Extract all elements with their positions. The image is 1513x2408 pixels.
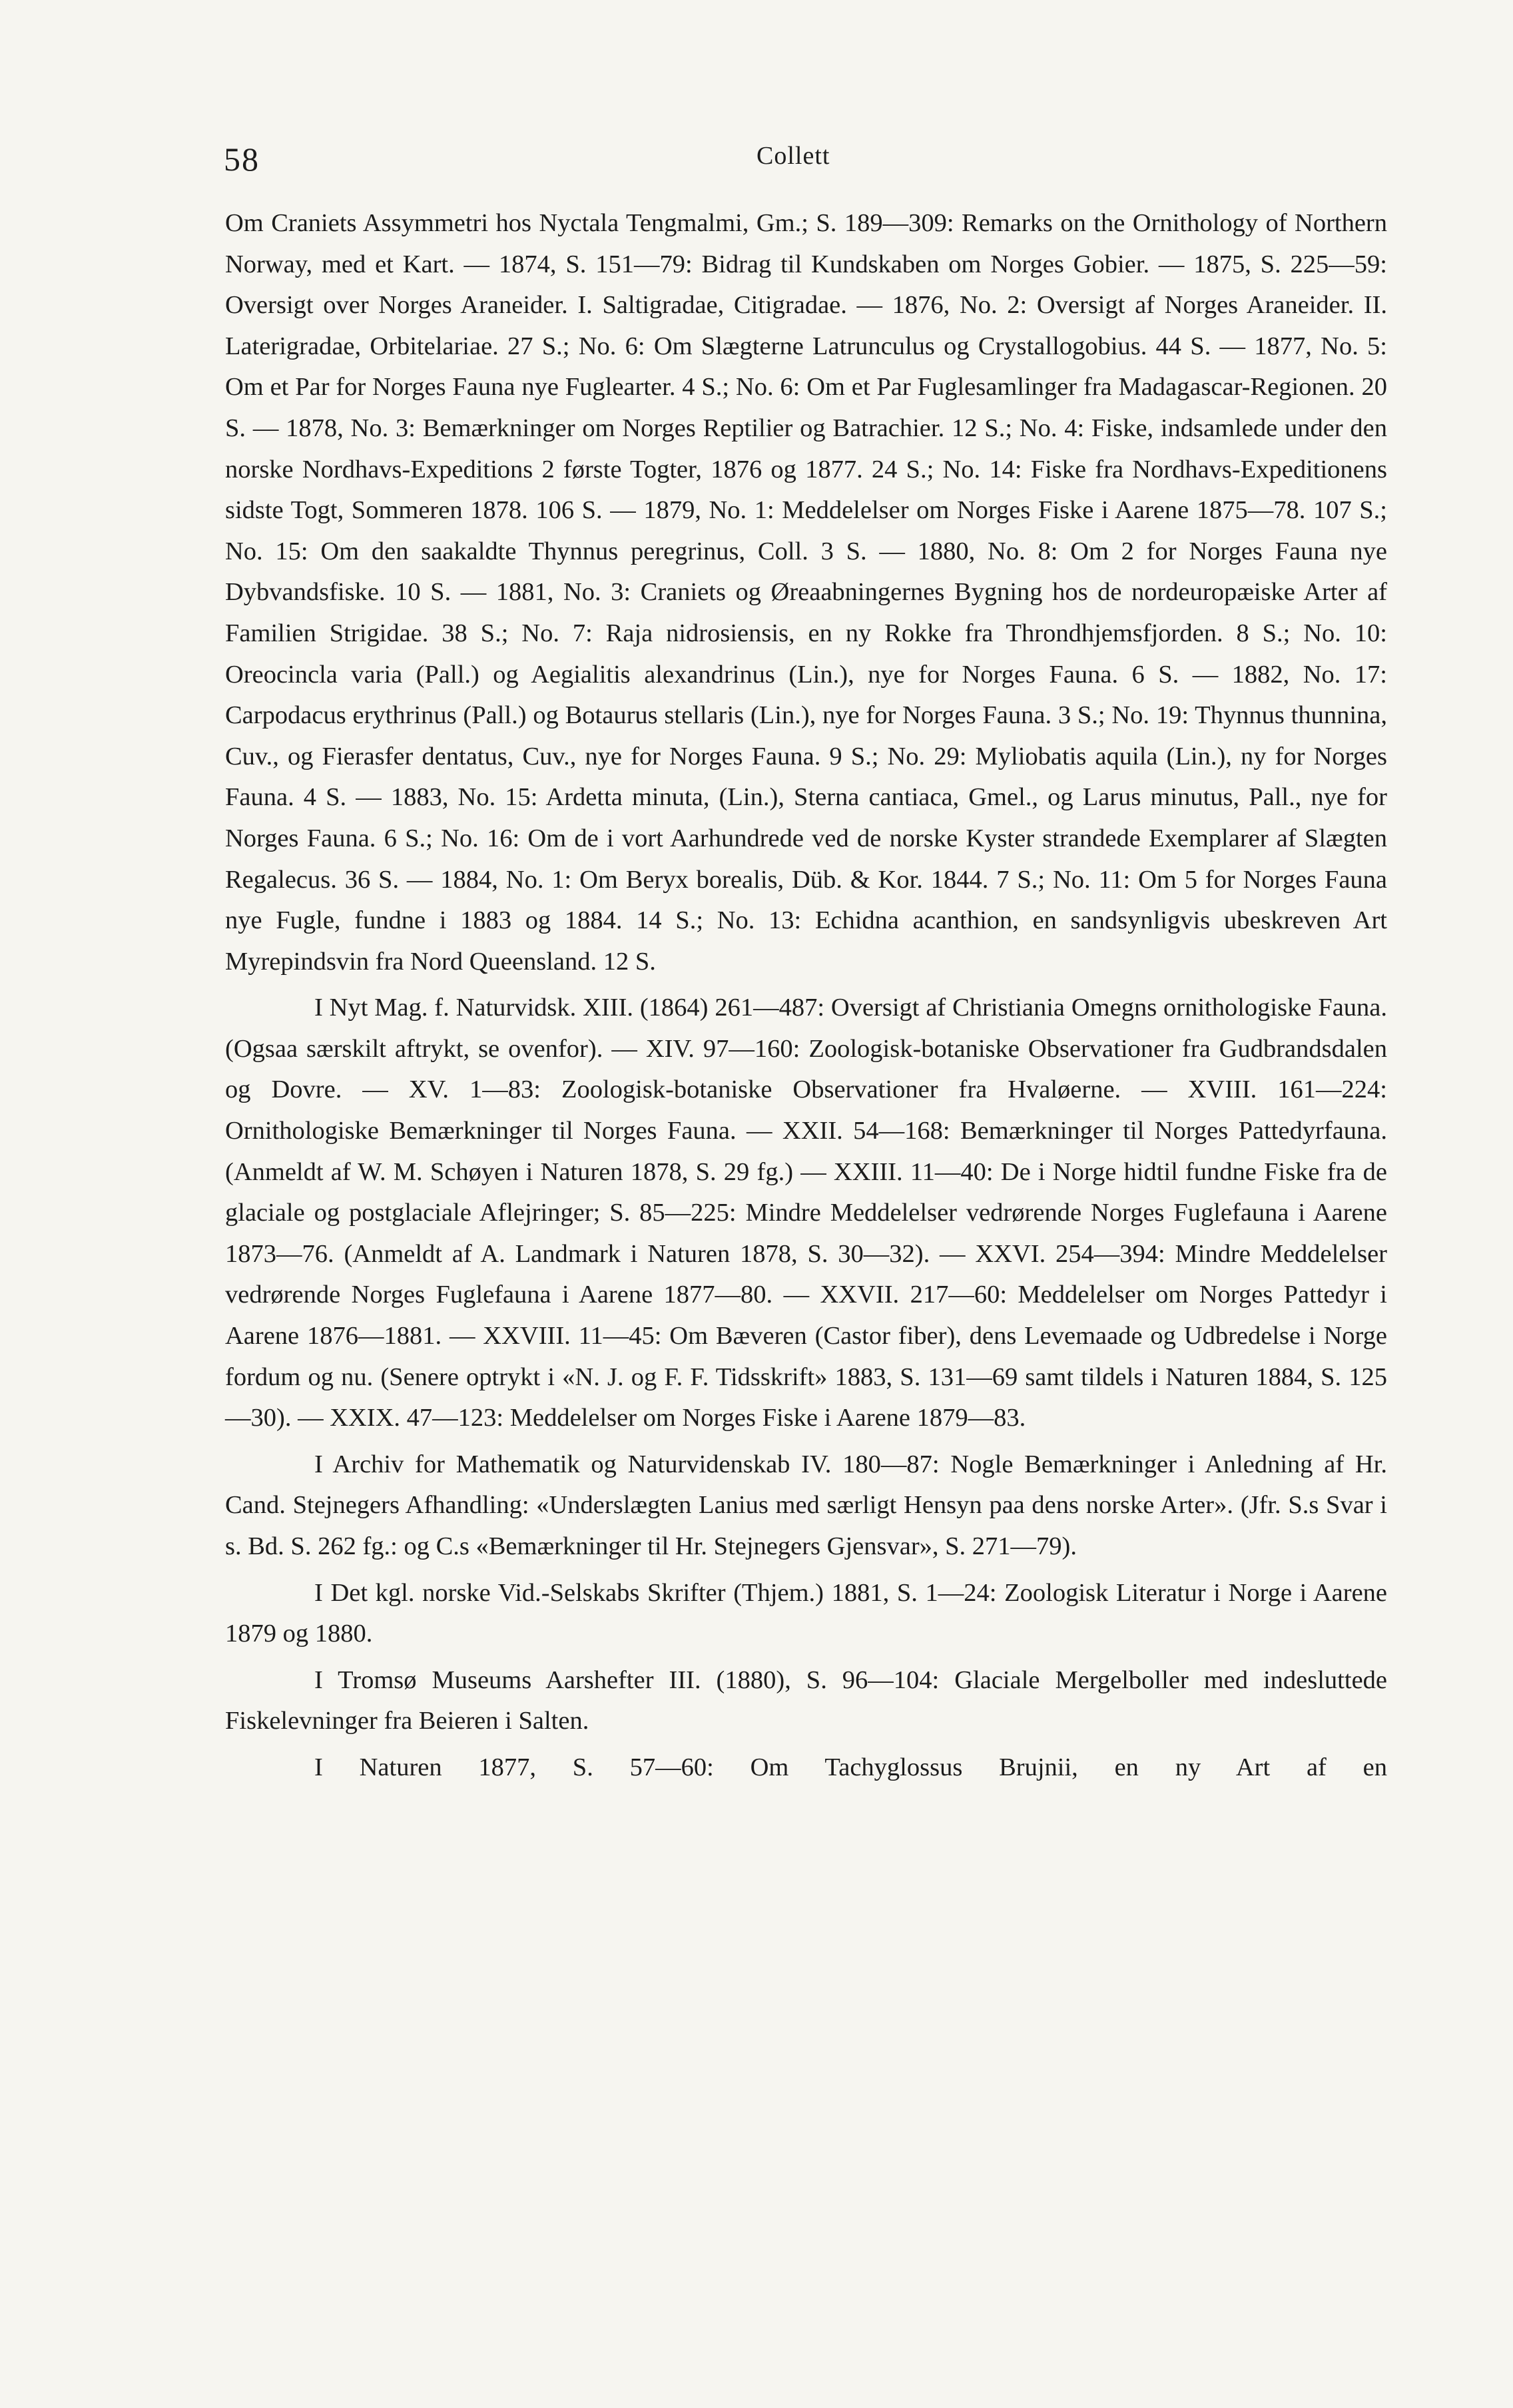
running-head: Collett bbox=[756, 142, 830, 170]
paragraph-tromso-museum: I Tromsø Museums Aarshefter III. (1880), S. 96—104: Glaciale Mergelboller med indesluttede Fiskelevninger fra Beieren i Salten. bbox=[225, 1665, 1387, 1735]
body-text bbox=[225, 203, 1387, 1794]
paragraph-naturen: I Naturen 1877, S. 57—60: Om Tachyglossus Brujnii, en ny Art af en bbox=[314, 1753, 1387, 1781]
paragraph-nyt-magazin: I Nyt Mag. f. Naturvidsk. XIII. (1864) 261—487: Oversigt af Christiania Omegns ornithologiske Fauna. (Ogsaa særskilt aftrykt, se ovenfor). — XIV. 97—160: Zoologisk-botaniske Observationer fra Gudbrandsdalen og Dovre. — XV. 1—83: Zoologisk-botaniske Observationer fra Hvaløerne. — XVIII. 161—224: Ornithologiske Bemærkninger til Norges Fauna. — XXII. 54—168: Bemærkninger til Norges Pattedyrfauna. (Anmeldt af W. M. Schøyen i Naturen 1878, S. 29 fg.) — XXIII. 11—40: De i Norge hidtil fundne Fiske fra de glaciale og postglaciale Aflejringer; S. 85—225: Mindre Meddelelser vedrørende Norges Fuglefauna i Aarene 1873—76. (Anmeldt af A. Landmark i Naturen 1878, S. 30—32). — XXVI. 254—394: Mindre Meddelelser vedrørende Norges Fuglefauna i Aarene 1877—80. — XXVII. 217—60: Meddelelser om Norges Pattedyr i Aarene 1876—1881. — XXVIII. 11—45: Om Bæveren (Castor fiber), dens Levemaade og Udbredelse i Norge fordum og nu. (Senere optrykt i «N. J. og F. F. Tidsskrift» 1883, S. 131—69 samt tildels i Naturen 1884, S. 125—30). — XXIX. 47—123: Meddelelser om Norges Fiske i Aarene 1879—83. bbox=[225, 994, 1387, 1432]
paragraph-vid-selskabs: I Det kgl. norske Vid.-Selskabs Skrifter (Thjem.) 1881, S. 1—24: Zoologisk Literatur i Norge i Aarene 1879 og 1880. bbox=[225, 1578, 1387, 1648]
paragraph-archiv: I Archiv for Mathematik og Naturvidenskab IV. 180—87: Nogle Bemærkninger i Anledning af Hr. Cand. Stejnegers Afhandling: «Underslægten Lanius med særligt Hensyn paa dens norske Arter». (Jfr. S.s Svar i s. Bd. S. 262 fg.: og C.s «Bemærkninger til Hr. Stejnegers Gjensvar», S. 271—79). bbox=[225, 1450, 1387, 1560]
paragraph-bibliography-continued: Om Craniets Assymmetri hos Nyctala Tengmalmi, Gm.; S. 189—309: Remarks on the Ornithology of Northern Norway, med et Kart. — 1874, S. 151—79: Bidrag til Kundskaben om Norges Gobier. — 1875, S. 225—59: Oversigt over Norges Araneider. I. Saltigradae, Citigradae. — 1876, No. 2: Oversigt af Norges Araneider. II. Laterigradae, Orbitelariae. 27 S.; No. 6: Om Slægterne Latrunculus og Crystallogobius. 44 S. — 1877, No. 5: Om et Par for Norges Fauna nye Fuglearter. 4 S.; No. 6: Om et Par Fuglesamlinger fra Madagascar-Regionen. 20 S. — 1878, No. 3: Bemærkninger om Norges Reptilier og Batrachier. 12 S.; No. 4: Fiske, indsamlede under den norske Nordhavs-Expeditions 2 første Togter, 1876 og 1877. 24 S.; No. 14: Fiske fra Nordhavs-Expeditionens sidste Togt, Sommeren 1878. 106 S. — 1879, No. 1: Meddelelser om Norges Fiske i Aarene 1875—78. 107 S.; No. 15: Om den saakaldte Thynnus peregrinus, Coll. 3 S. — 1880, No. 8: Om 2 for Norges Fauna nye Dybvandsfiske. 10 S. — 1881, No. 3: Craniets og Øreaabningernes Bygning hos de nordeuropæiske Arter af Familien Strigidae. 38 S.; No. 7: Raja nidrosiensis, en ny Rokke fra Throndhjemsfjorden. 8 S.; No. 10: Oreocincla varia (Pall.) og Aegialitis alexandrinus (Lin.), nye for Norges Fauna. 6 S. — 1882, No. 17: Carpodacus erythrinus (Pall.) og Botaurus stellaris (Lin.), nye for Norges Fauna. 3 S.; No. 19: Thynnus thunnina, Cuv., og Fierasfer dentatus, Cuv., nye for Norges Fauna. 9 S.; No. 29: Myliobatis aquila (Lin.), ny for Norges Fauna. 4 S. — 1883, No. 15: Ardetta minuta, (Lin.), Sterna cantiaca, Gmel., og Larus minutus, Pall., nye for Norges Fauna. 6 S.; No. 16: Om de i vort Aarhundrede ved de norske Kyster strandede Exemplarer af Slægten Regalecus. 36 S. — 1884, No. 1: Om Beryx borealis, Düb. & Kor. 1844. 7 S.; No. 11: Om 5 for Norges Fauna nye Fugle, fundne i 1883 og 1884. 14 S.; No. 13: Echidna acanthion, en sandsynligvis ubeskreven Art Myrepindsvin fra Nord Queensland. 12 S. bbox=[225, 209, 1387, 976]
page-number: 58 bbox=[224, 141, 260, 178]
